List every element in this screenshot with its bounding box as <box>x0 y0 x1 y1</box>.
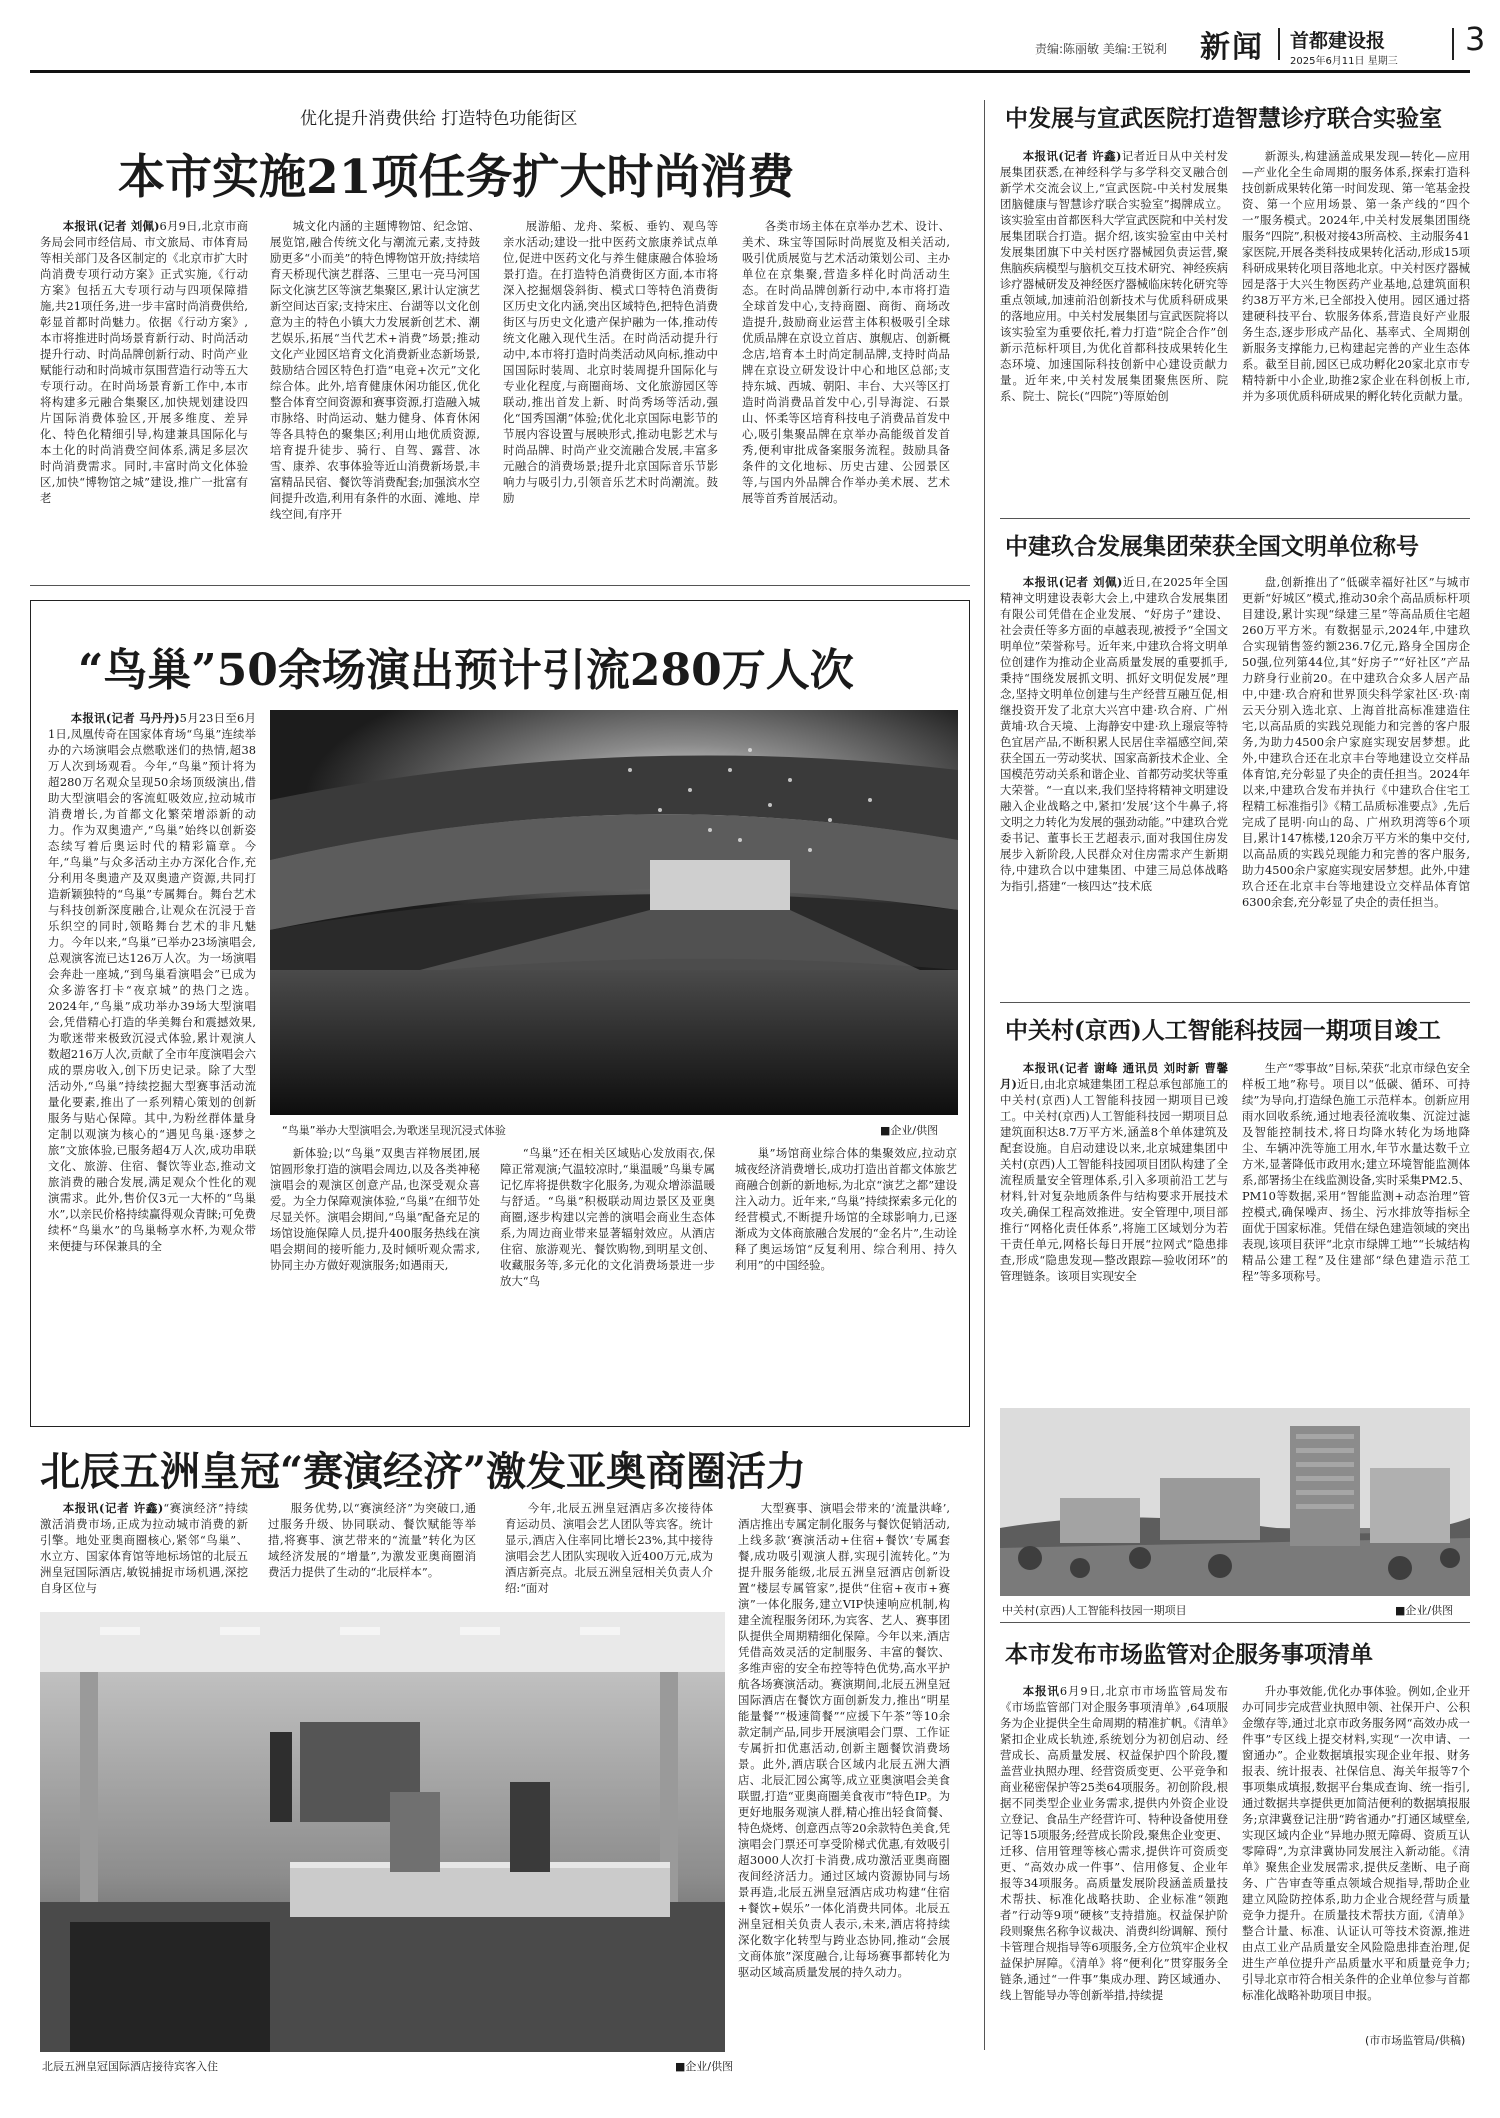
byline: 本报讯(记者 谢峰 通讯员 刘时新 曹馨月) <box>1000 1061 1228 1091</box>
article-column: 服务优势,以“赛演经济”为突破口,通过服务升级、协同联动、餐饮赋能等举措,将赛事、演艺带来的“流量”转化为区域经济发展的“增量”,为激发亚奥商圈消费活力提供了生动的“北辰样本”。 <box>268 1501 476 1579</box>
article-column: “鸟巢”还在相关区域贴心发放雨衣,保障正常观演;气温较凉时,“巢温暖”鸟巢专属记忆库将提供数字化服务,为观众增添温暖与舒适。“鸟巢”积极联动周边景区及亚奥商圈,逐步构建以完善的演唱会商业生态体系,为周边商业带来显著辐射效应。从酒店住宿、旅游观光、餐饮购物,到明星文创、收藏服务等,多元化的文化消费场景进一步放大“鸟 <box>500 1146 715 1288</box>
article-column: 本报讯6月9日,北京市市场监管局发布《市场监管部门对企服务事项清单》,64项服务为企业提供全生命周期的精准扩帆。《清单》紧扣企业成长轨迹,系统划分为初创启动、经营成长、高质量发展、权益保护四个阶段,覆盖营业执照办理、经营资质变更、公平竞争和商业秘密保护等25类64项服务。初创阶段,根据不同类型企业业务需求,提供内外资企业设立登记、食品生产经营许可、特种设备使用登记等15项服务;经营成长阶段,聚焦企业变更、迁移、信用管理等核心需求,提供许可资质变更、“高效办成一件事”、信用修复、企业年报等34项服务。高质量发展阶段涵盖质量技术帮扶、标准化战略扶助、企业标准“领跑者”行动等9项“硬核”支持措施。权益保护阶段则聚焦名称争议裁决、消费纠纷调解、预付卡管理合规指导等6项服务,全方位筑牢企业权益保护屏障。《清单》将“便利化”贯穿服务全链条,通过“一件事”集成办理、跨区域通办、线上智能导办等创新举措,持续提 <box>1000 1684 1228 2002</box>
article-title: 中建玖合发展集团荣获全国文明单位称号 <box>1005 533 1419 560</box>
hotel-photo <box>40 1612 725 2052</box>
article-column: 本报讯(记者 马丹丹)5月23日至6月1日,凤凰传奇在国家体育场“鸟巢”连续举办的六场演唱会点燃歌迷们的热情,超38万人次到场观看。今年,“鸟巢”预计将为超280万名观众呈现50余场顶级演出,借助大型演唱会的客流虹吸效应,拉动城市消费增长,为首都文化繁荣增添新的动力。作为双奥遗产,“鸟巢”始终以创新姿态续写着后奥运时代的精彩篇章。今年,“鸟巢”与众多活动主办方深化合作,充分利用冬奥遗产及双奥遗产资源,共同打造新颖独特的“鸟巢”专属舞台。舞台艺术与科技创新深度融合,让观众在沉浸于音乐织空的同时,领略舞台艺术的非凡魅力。今年以来,“鸟巢”已举办23场演唱会,总观演客流已达126万人次。为一场演唱会奔赴一座城,“到鸟巢看演唱会”已成为众多游客打卡“夜京城”的热门之选。2024年,“鸟巢”成功举办39场大型演唱会,凭借精心打造的华美舞台和震撼效果,为歌迷带来极致沉浸式体验,累计观演人数超216万人次,贡献了全市年度演唱会六成的票房收入,创下历史记录。除了大型活动外,“鸟巢”持续挖掘大型赛事活动流量化要素,推出了一系列精心策划的创新服务与贴心保障。其中,为粉丝群体量身定制以观演为核心的“遇见鸟巢·逐梦之旅”文旅体验,已服务超4万人次,成功串联文化、旅游、住宿、餐饮等业态,推动文旅消费的融合发展,满足观众个性化的观演需求。此外,售价仅3元一大杯的“鸟巢水”,以亲民价格持续赢得观众青睐;可免费续杯“鸟巢水”的鸟巢畅享水杯,为观众带来便捷与环保兼具的全 <box>48 711 256 1253</box>
photo-credit: ■企业/供图 <box>675 2060 734 2073</box>
ai-park-building-image <box>1000 1408 1470 1596</box>
byline: 本报讯(记者 刘佩) <box>1022 575 1123 589</box>
stadium-concert-image <box>270 710 958 1115</box>
divider <box>984 100 985 2050</box>
article-column: 巢”场馆商业综合体的集聚效应,拉动京城夜经济消费增长,成功打造出首都文体旅艺商融合创新的新地标,为北京“演艺之都”建设注入动力。近年来,“鸟巢”持续探索多元化的经营模式,不断提升场馆的全球影响力,已逐渐成为文体商旅融合发展的“金名片”,生动诠释了奥运场馆“反复利用、综合利用、持久利用”的中国经验。 <box>735 1146 957 1272</box>
article-column: 展游船、龙舟、桨板、垂钓、观鸟等亲水活动;建设一批中医药文旅康养试点单位,促进中医药文化与养生健康融合体验场景打造。在打造特色消费街区方面,本市将深入挖掘烟袋斜街、模式口等特色消费街区历史文化内涵,突出区域特色,把特色消费街区与历史文化遗产保护融为一体,推动传统文化融入现代生活。在时尚活动提升行动中,本市将打造时尚类活动风向标,推动中国国际时装周、北京时装周提升国际化与专业化程度,与商圈商场、文化旅游园区等联动,推出首发上新、时尚秀场等活动,强化“国秀国潮”体验;优化北京国际电影节的节展内容设置与展映形式,推动电影艺术与时尚品牌、时尚产业交流融合发展,丰富多元融合的消费场景;提升北京国际音乐节影响力与吸引力,引领音乐艺术时尚潮流。鼓励 <box>503 219 718 505</box>
article-column: 城文化内涵的主题博物馆、纪念馆、展览馆,融合传统文化与潮流元素,支持鼓励更多“小而美”的特色博物馆开放;持续培育天桥现代演艺群落、三里屯一亮马河国际文化演艺区等演艺集聚区,累计认定演艺新空间达百家;支持宋庄、台湖等以文化创意为主的特色小镇大力发展新创艺术、潮艺娱乐,拓展“当代艺术+消费”场景;推动文化产业园区培育文化消费新业态新场景,鼓励结合园区特色打造“电竞+次元”文化综合体。此外,培育健康休闲功能区,优化整合体育空间资源和赛事资源,打造融入城市脉络、时尚运动、魅力健身、体育休闲等各具特色的聚集区;利用山地优质资源,培育提升徒步、骑行、自驾、露营、冰雪、康养、农事体验等近山消费新场景,丰富精品民宿、餐饮等消费配套;加强滨水空间提升改造,利用有条件的水面、滩地、岸线空间,有序开 <box>270 219 480 521</box>
divider <box>1278 28 1280 60</box>
article-column: 新体验;以“鸟巢”双奥吉祥物展团,展馆圆形象打造的演唱会周边,以及各类神秘演唱会的观演区创意产品,也深受观众喜爱。为全力保障观演体验,“鸟巢”在细节处尽显关怀。演唱会期间,“鸟巢”配备充足的场馆设施保障人员,提升400服务热线在演唱会期间的接听能力,及时倾听观众需求,协同主办方做好观演服务;如遇雨天, <box>270 1146 480 1272</box>
article-title: 北辰五洲皇冠“赛演经济”激发亚奥商圈活力 <box>40 1448 807 1495</box>
divider <box>1000 1622 1470 1623</box>
editor-credit: 责编:陈丽敏 美编:王锐利 <box>1035 42 1167 56</box>
article-column: 本报讯(记者 许鑫)记者近日从中关村发展集团获悉,在神经科学与多学科交叉融合创新学术交流会议上,“宣武医院-中关村发展集团脑健康与智慧诊疗联合实验室”揭牌成立。该实验室由首都医科大学宣武医院和中关村发展集团联合打造。据介绍,该实验室由中关村发展集团旗下中关村医疗器械园负责运营,聚焦脑疾病模型与脑机交互技术研究、神经疾病诊疗器械研发及神经医疗器械临床转化研究等重点领域,加速前沿创新技术与优质科研成果的落地应用。中关村发展集团与宣武医院将以该实验室为重要依托,着力打造“院企合作”创新示范标杆项目,为优化首都科技成果转化生态环境、加速国际科技创新中心建设贡献力量。近年来,中关村发展集团聚焦医所、院系、院士、院长(“四院”)等原始创 <box>1000 149 1228 403</box>
photo-credit: ■企业/供图 <box>880 1124 939 1137</box>
article-title: “鸟巢”50余场演出预计引流280万人次 <box>78 645 854 696</box>
byline: 本报讯(记者 许鑫) <box>62 1501 164 1515</box>
article-title: 本市实施21项任务扩大时尚消费 <box>118 150 795 205</box>
divider <box>30 585 970 586</box>
byline: 本报讯(记者 刘佩) <box>62 219 160 233</box>
article-column: 升办事效能,优化办事体验。例如,企业开办可同步完成营业执照申领、社保开户、公积金缴存等,通过北京市政务服务网“高效办成一件事”专区线上提交材料,实现“一次申请、一窗通办”。企业数据填报实现企业年报、财务报表、统计报表、社保信息、海关年报等7个事项集成填报,数据平台集成查询、统一指引,通过数据共享提供更加简洁便利的数据填报服务;京津冀登记注册“跨省通办”打通区域壁垒,实现区域内企业“异地办照无障碍、资质互认零障碍”,为京津冀协同发展注入新动能。《清单》聚焦企业发展需求,提供反垄断、电子商务、广告审查等重点领域合规指导,帮助企业建立风险防控体系,助力企业合规经营与质量竞争力提升。在质量技术帮扶方面,《清单》整合计量、标准、认证认可等技术资源,推进由点工业产品质量安全风险隐患排查治理,促进生产单位提升产品质量水平和质量竞争力;引导北京市符合相关条件的企业单位参与首都标准化战略补助项目申报。 <box>1242 1684 1470 2002</box>
article-column: 新源头,构建涵盖成果发现—转化—应用—产业化全生命周期的服务体系,探索打造科技创新成果转化第一时间发现、第一笔基金投资、第一个应用场景、第一条产线的“四个一”服务模式。2024年,中关村发展集团围绕服务“四院”,积极对接43所高校、主动服务41家医院,开展各类科技成果转化活动,形成15项科研成果转化项目落地北京。中关村医疗器械园是落于大兴生物医药产业基地,总建筑面积约38万平方米,已全部投入使用。园区通过搭建硬科技平台、软服务体系,营造良好产业服务生态,逐步形成产品化、基率式、全周期创新服务支撑能力,已构建起完善的产业生态体系。截至目前,园区已成功孵化20家北京市专精特新中小企业,助推2家企业在科创板上市,并为多项优质科研成果的孵化转化贡献力量。 <box>1242 149 1470 403</box>
divider <box>1452 28 1454 60</box>
page-header <box>0 0 1500 70</box>
photo-credit: ■企业/供图 <box>1395 1604 1454 1617</box>
divider <box>1000 518 1470 519</box>
article-column: 本报讯(记者 刘佩)6月9日,北京市商务局会同市经信局、市文旅局、市体育局等相关部门及各区制定的《北京市扩大时尚消费专项行动方案》正式实施,《行动方案》包括五大专项行动与四项保障措施,共21项任务,进一步丰富时尚消费供给,彰显首都时尚魅力。依据《行动方案》,本市将推进时尚场景育新行动、时尚活动提升行动、时尚品牌创新行动、时尚产业赋能行动和时尚城市氛围营造行动等五大专项行动。在时尚场景育新工作中,本市将构建多元融合集聚区,加快规划建设四片国际消费体验区,开展多维度、差异化、特色化精细引导,构建兼具国际化与本土化的时尚消费空间体系,满足多层次时尚消费需求。同时,丰富时尚文化体验区,加快“博物馆之城”建设,推广一批富有老 <box>40 219 248 505</box>
header-rule <box>30 70 1470 73</box>
section-name: 新闻 <box>1200 30 1264 65</box>
article-column: 各类市场主体在京举办艺术、设计、美术、珠宝等国际时尚展览及相关活动,吸引优质展览与艺术活动策划公司、主办单位在京集聚,营造多样化时尚活动生态。在时尚品牌创新行动中,本市将打造全球首发中心,支持商圈、商街、商场改造提升,鼓励商业运营主体积极吸引全球优质品牌在京设立首店、旗舰店、创新概念店,培育本土时尚定制品牌,支持时尚品牌在京设立研发设计中心和地区总部;支持东城、西城、朝阳、丰台、大兴等区打造时尚消费品首发中心,引导海淀、石景山、怀柔等区培育科技电子消费品首发中心,吸引集聚品牌在京举办高能级首发首秀,便利审批成备案服务流程。鼓励具备条件的文化地标、历史古建、公园景区等,与国内外品牌合作举办美术展、艺术展等首秀首展活动。 <box>742 219 950 505</box>
ai-park-photo <box>1000 1408 1470 1596</box>
article-column: 本报讯(记者 谢峰 通讯员 刘时新 曹馨月)近日,由北京城建集团工程总承包部施工的中关村(京西)人工智能科技园一期项目已竣工。中关村(京西)人工智能科技园一期项目总建筑面积达8.7万平方米,涵盖8个单体建筑及配套设施。自启动建设以来,北京城建集团中关村(京西)人工智能科技园项目团队构建了全流程质量安全管理体系,引入多项前沿工艺与材料,针对复杂地质条件与结构要求开展技术攻关,确保工程高效推进。安全管理中,项目部推行“网格化责任体系”,将施工区域划分为若干责任单元,网格长每日开展“拉网式”隐患排查,形成“隐患发现—整改跟踪—验收闭环”的管理链条。该项目实现安全 <box>1000 1061 1228 1283</box>
issue-date: 2025年6月11日 星期三 <box>1290 56 1398 67</box>
photo-caption: 中关村(京西)人工智能科技园一期项目 <box>1002 1604 1187 1617</box>
byline: 本报讯(记者 马丹丹) <box>70 711 180 725</box>
photo-caption: 北辰五洲皇冠国际酒店接待宾客入住 <box>42 2060 218 2073</box>
article-column: 生产“零事故”目标,荣获“北京市绿色安全样板工地”称号。项目以“低碳、循环、可持续”为导向,打造绿色施工示范样本。创新应用雨水回收系统,通过地表径流收集、沉淀过滤及智能控制技术,将日均降水转化为场地降尘、车辆冲洗等施工用水,年节水量达数千立方米,显著降低市政用水;建立环境智能监测体系,部署扬尘在线监测设备,实时采集PM2.5、PM10等数据,采用“智能监测+动态治理”管控模式,确保噪声、扬尘、污水排放等指标全面优于国家标准。凭借在绿色建造领域的突出表现,该项目获评“北京市绿牌工地”“长城结构精品公建工程”及住建部“绿色建造示范工程”等多项称号。 <box>1242 1061 1470 1283</box>
article-column: 本报讯(记者 刘佩)近日,在2025年全国精神文明建设表彰大会上,中建玖合发展集团有限公司凭借在企业发展、“好房子”建设、社会责任等多方面的卓越表现,被授予“全国文明单位”荣誉称号。近年来,中建玖合将文明单位创建作为推动企业高质量发展的重要抓手,秉持“围绕发展抓文明、抓好文明促发展”理念,坚持文明单位创建与生产经营互融互促,相继投资开发了北京大兴宫中建·玖合府、广州黄埔·玖合天境、上海静安中建·玖上璟宸等特色宜居产品,不断积累人民居住幸福感空间,荣获全国五一劳动奖状、国家高新技术企业、全国模范劳动关系和谐企业、首都劳动奖状等重大荣誉。“一直以来,我们坚持将精神文明建设融入企业战略之中,紧扣‘发展’这个牛鼻子,将文明之力转化为发展的强劲动能。”中建玖合党委书记、董事长王艺超表示,面对我国住房发展步入新阶段,人民群众对住房需求产生新期待,中建玖合以中建集团、中建三局总体战略为指引,搭建“一核四达”技术底 <box>1000 575 1228 893</box>
article-column: 盘,创新推出了“低碳幸福好社区”与城市更新“好城区”模式,推动30余个高品质标杆项目建设,累计实现“绿建三星”等高品质住宅超260万平方米。有数据显示,2024年,中建玖合实现销售签约额236.7亿元,路身全国房企50强,位列第44位,其“好房子”“好社区”产品力跻身行业前20。在中建玖合众多人居产品中,中建·玖合府和世界顶尖科学家社区·玖·南云天分别入选北京、上海首批高标准建造住宅,以高品质的实践兑现能力和完善的客户服务,为助力4500余户家庭实现安居梦想。此外,中建玖合还在北京丰台等地建设立交样品体育馆,充分彰显了央企的责任担当。2024年以来,中建玖合发布并执行《中建玖合住宅工程精工标准指引》《精工品质标准要点》,先后完成了昆明·向山的岛、广州玖玥湾等6个项目,累计147栋楼,120余万平方米的集中交付,以高品质的实践兑现能力和完善的客户服务,助力4500余户家庭实现安居梦想。此外,中建玖合还在北京丰台等地建设立交样品体育馆6300余套,充分彰显了央企的责任担当。 <box>1242 575 1470 909</box>
photo-caption: “鸟巢”举办大型演唱会,为歌迷呈现沉浸式体验 <box>282 1124 506 1137</box>
divider <box>1000 1002 1470 1003</box>
paper-name: 首都建设报 <box>1290 30 1386 52</box>
byline: 本报讯(记者 许鑫) <box>1022 149 1122 163</box>
article-column: 今年,北辰五洲皇冠酒店多次接待体育运动员、演唱会艺人团队等宾客。统计显示,酒店入住率同比增长23%,其中接待演唱会艺人团队实现收入近400万元,成为酒店新亮点。北辰五洲皇冠相关负责人介绍:“面对 <box>505 1501 713 1595</box>
concert-photo <box>270 710 958 1115</box>
article-column: 大型赛事、演唱会带来的‘流量洪峰’,酒店推出专属定制化服务与餐饮促销活动,上线多款‘赛演活动+住宿+餐饮’专属套餐,成功吸引观演人群,实现引流转化。”为提升服务能级,北辰五洲皇冠酒店创新设置“楼层专属管家”,提供“住宿+夜市+赛演”一体化服务,建立VIP快速响应机制,构建全流程服务闭环,为宾客、艺人、赛事团队提供全周期精细化保障。今年以来,酒店凭借高效灵活的定制服务、丰富的餐饮、多维声密的安全布控等特色优势,高水平护航各场赛演活动。赛演期间,北辰五洲皇冠国际酒店在餐饮方面创新发力,推出“明星能量餐”“极速简餐”“应援下午茶”等10余款定制产品,同步开展演唱会门票、工作证专属折扣优惠活动,创新主题餐饮消费场景。此外,酒店联合区域内北辰五洲大酒店、北辰汇园公寓等,成立亚奥演唱会美食联盟,打造“亚奥商圈美食夜市”特色IP。为更好地服务观演人群,精心推出轻食简餐、特色烧烤、创意西点等20余款特色美食,凭演唱会门票还可享受阶梯式优惠,有效吸引超3000人次打卡消费,成功激活亚奥商圈夜间经济活力。通过区域内资源协同与场景再造,北辰五洲皇冠酒店成功构建“住宿+餐饮+娱乐”一体化消费共同体。北辰五洲皇冠相关负责人表示,未来,酒店将持续深化数字化转型与跨业态协同,推动“会展文商体旅”深度融合,让每场赛事都转化为驱动区域高质量发展的持久动力。 <box>738 1501 950 1979</box>
hotel-lobby-image <box>40 1612 725 2052</box>
article-title: 中发展与宣武医院打造智慧诊疗联合实验室 <box>1005 105 1442 132</box>
article-column: 本报讯(记者 许鑫)“赛演经济”持续激活消费市场,正成为拉动城市消费的新引擎。地处亚奥商圈核心,紧邻“鸟巢”、水立方、国家体育馆等地标场馆的北辰五洲皇冠国际酒店,敏锐捕捉市场机遇,深挖自身区位与 <box>40 1501 248 1595</box>
byline: 本报讯 <box>1022 1684 1060 1698</box>
source-credit: (市市场监管局/供稿) <box>1365 2034 1466 2047</box>
article-title: 中关村(京西)人工智能科技园一期项目竣工 <box>1005 1017 1441 1044</box>
article-kicker: 优化提升消费供给 打造特色功能街区 <box>300 109 578 129</box>
article-title: 本市发布市场监管对企服务事项清单 <box>1005 1641 1373 1668</box>
page-number: 3 <box>1465 20 1486 58</box>
